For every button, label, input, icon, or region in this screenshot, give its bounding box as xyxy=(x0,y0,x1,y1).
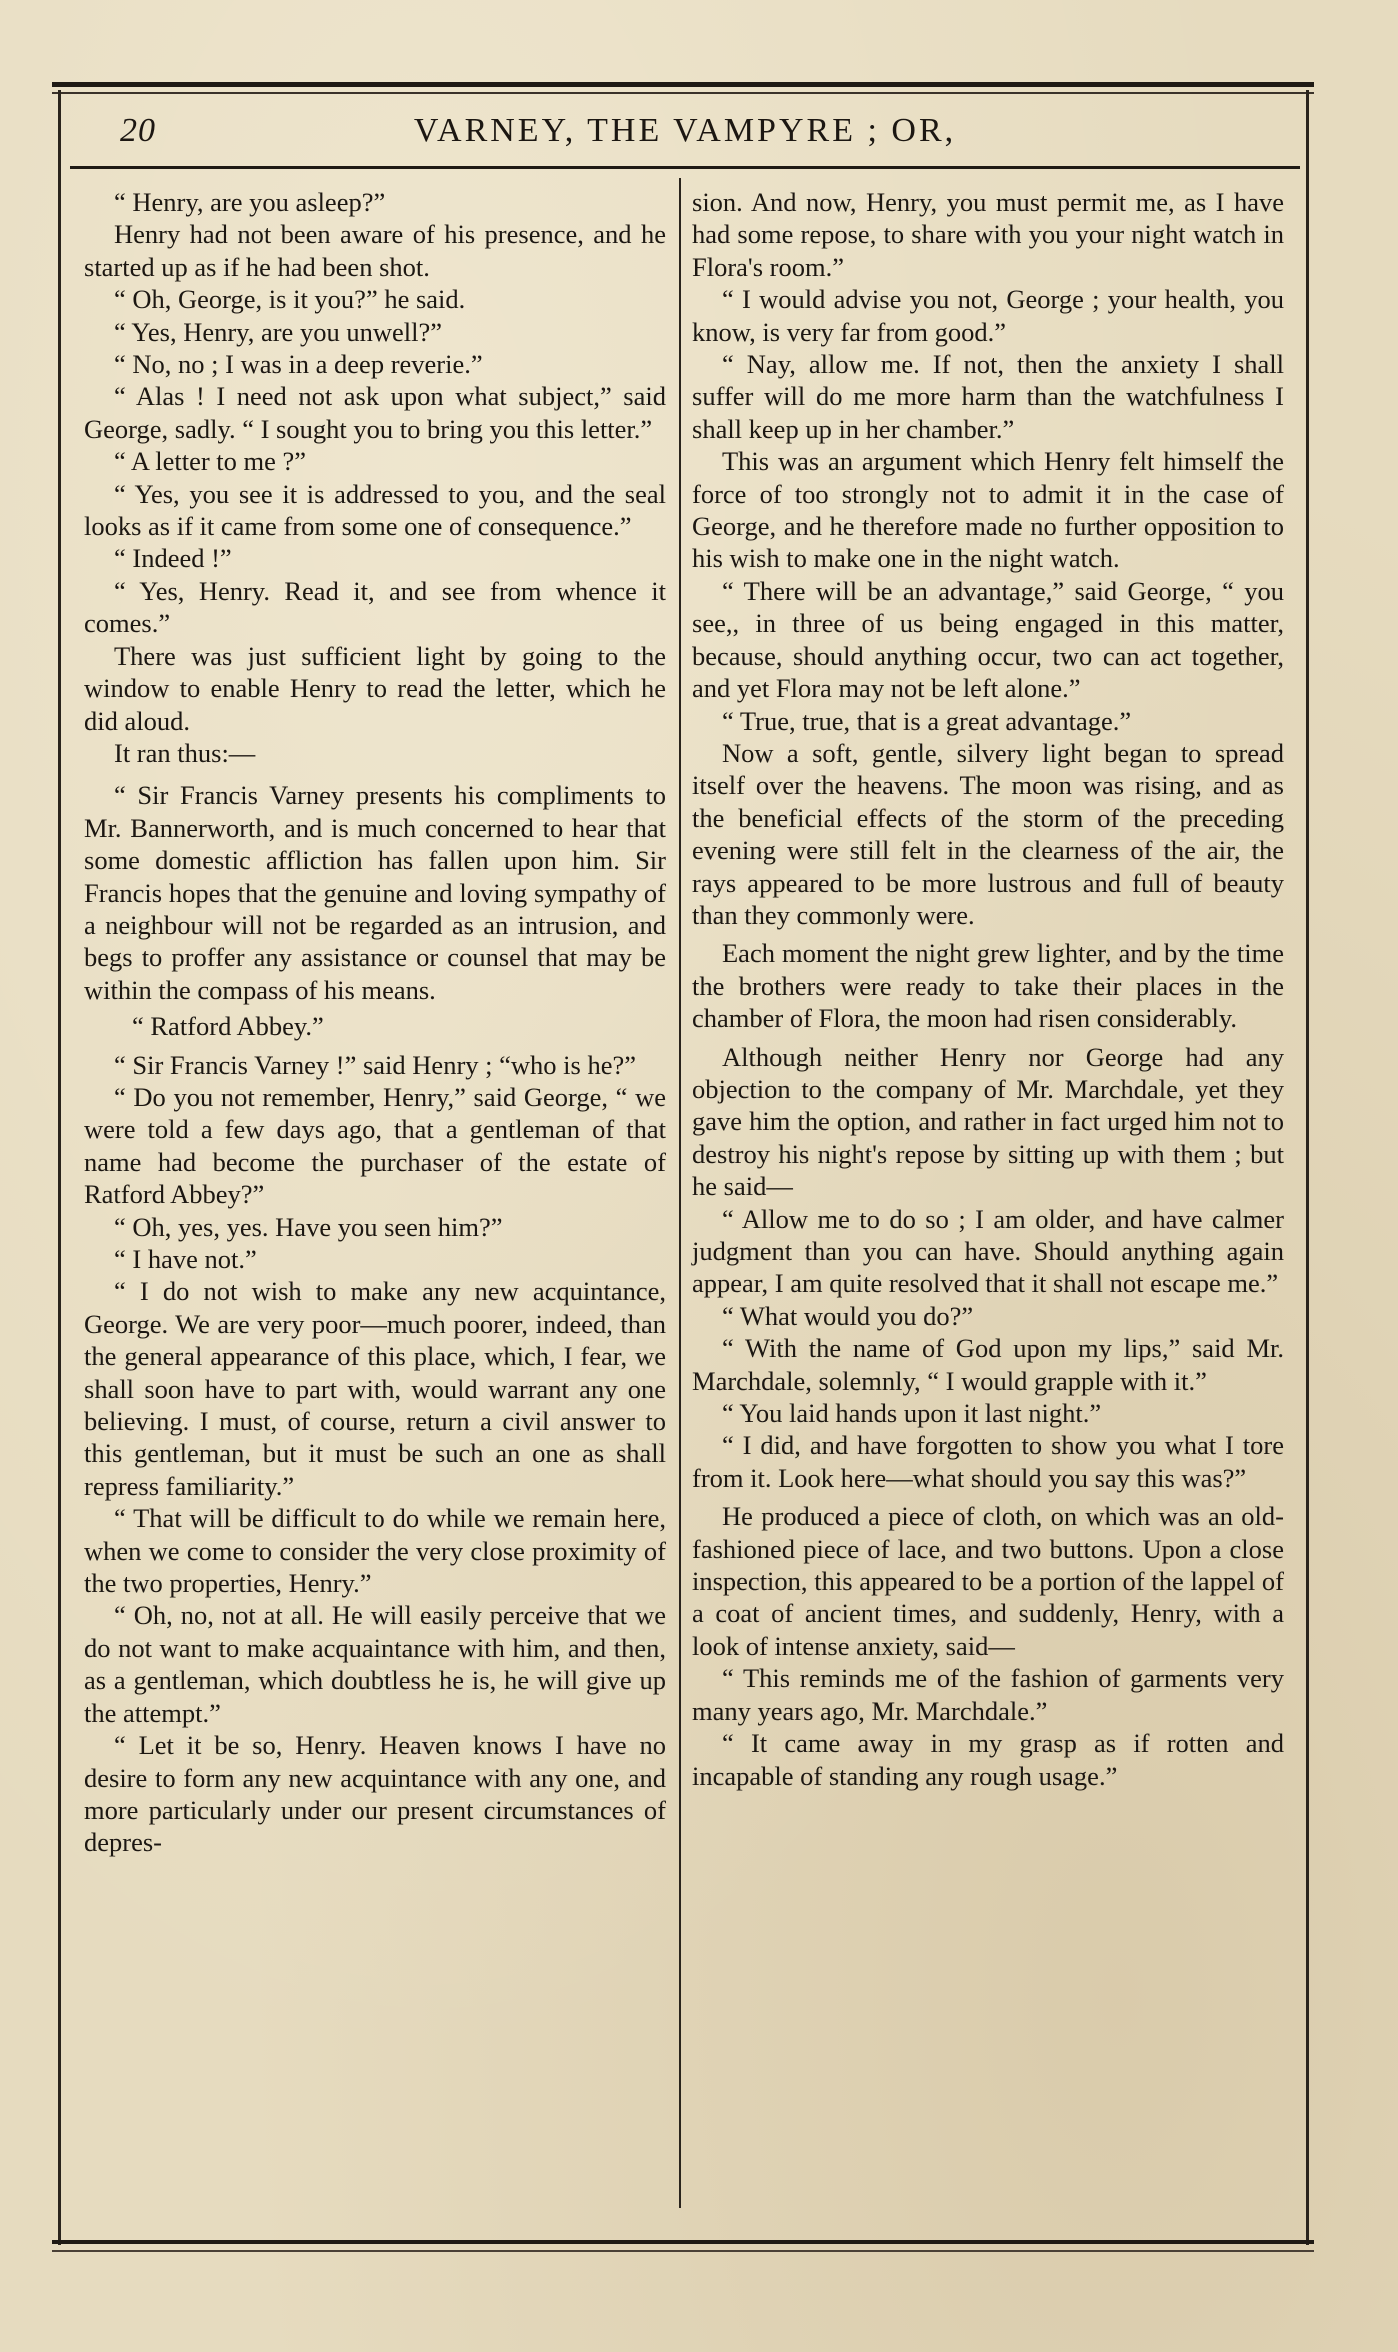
paragraph: “ Sir Francis Varney !” said Henry ; “who is he?” xyxy=(114,1049,636,1080)
letter-text: “ Sir Francis Varney presents his compliments to Mr. Bannerworth, and is much concerned to hear that some domestic affliction has fallen upon him. Sir Francis hopes that the genuine and loving sympathy of a neighbour will not be regarded as an intrusion, and begs to proffer any assistance or counsel that may be within the compass of his means. xyxy=(84,780,666,1005)
paragraph: “ True, true, that is a great advantage.” xyxy=(722,705,1132,736)
paragraph: “ I have not.” xyxy=(114,1244,257,1274)
paragraph: There was just sufficient light by going to the window to enable Henry to read the letter, which he did aloud. xyxy=(84,640,666,736)
paragraph: Now a soft, gentle, silvery light began to spread itself over the heavens. The moon was rising, and as the beneficial effects of the storm of the preceding evening were still felt in the clearness of the air, the rays appeared to be more lustrous and full of beauty than they commonly were. xyxy=(692,737,1284,930)
right-frame-rule xyxy=(1306,90,1309,2245)
left-frame-rule xyxy=(58,90,61,2245)
paragraph: “ A letter to me ?” xyxy=(114,446,307,477)
paragraph: “ Oh, yes, yes. Have you seen him?” xyxy=(114,1211,503,1242)
paragraph: “ Henry, are you asleep?” xyxy=(114,187,386,217)
paragraph: “ Yes, Henry. Read it, and see from whence it comes.” xyxy=(84,575,666,639)
paragraph: Each moment the night grew lighter, and by the time the brothers were ready to take their places in the chamber of Flora, the moon had risen considerably. xyxy=(692,938,1284,1034)
column-divider xyxy=(679,178,681,2208)
paragraph: This was an argument which Henry felt himself the force of too strongly not to admit it in the case of George, and he therefore made no further opposition to his wish to make one in the night watch. xyxy=(692,446,1284,574)
paragraph: “ There will be an advantage,” said George, “ you see,, in three of us being engaged in this matter, because, should anything occur, two can act together, and yet Flora may not be left alone.” xyxy=(692,575,1284,704)
paragraph: “ No, no ; I was in a deep reverie.” xyxy=(114,349,483,380)
page-header xyxy=(70,112,1300,160)
paragraph: “ Do you not remember, Henry,” said George, “ we were told a few days ago, that a gentleman of that name had become the purchaser of the estate of Ratford Abbey?” xyxy=(84,1081,666,1210)
paragraph: “ That will be difficult to do while we remain here, when we come to consider the very close proximity of the two properties, Henry.” xyxy=(84,1503,666,1599)
paragraph: “ I did, and have forgotten to show you what I tore from it. Look here—what should you say this was?” xyxy=(692,1430,1284,1493)
top-rule-thin xyxy=(52,92,1314,94)
page-number: 20 xyxy=(120,112,156,149)
top-rule xyxy=(52,82,1314,87)
paragraph: “ Indeed !” xyxy=(114,543,232,574)
header-rule xyxy=(70,166,1300,169)
paragraph: “ You laid hands upon it last night.” xyxy=(722,1398,1102,1429)
paragraph: “ Yes, you see it is addressed to you, and the seal looks as if it came from some one of consequence.” xyxy=(84,478,666,542)
paragraph: He produced a piece of cloth, on which was an old-fashioned piece of lace, and two buttons. Upon a close inspection, this appeared to be a portion of the lappel of a coat of ancient times, and suddenly, Henry, with a look of intense anxiety, said— xyxy=(692,1501,1284,1661)
paragraph: “ Nay, allow me. If not, then the anxiety I shall suffer will do me more harm than the watchfulness I shall keep up in her chamber.” xyxy=(692,349,1284,444)
running-title: VARNEY, THE VAMPYRE ; OR, xyxy=(413,112,957,149)
paragraph: “ Let it be so, Henry. Heaven knows I have no desire to form any new acquintance with any one, and more particularly under our present circumstances of depres- xyxy=(84,1730,666,1858)
paragraph: “ I do not wish to make any new acquintance, George. We are very poor—much poorer, indeed, than the general appearance of this place, which, I fear, we shall soon have to part with, would warrant any one believing. I must, of course, return a civil answer to this gentleman, but it must be such an one as shall repress familiarity.” xyxy=(84,1276,666,1501)
right-column xyxy=(692,186,1284,1792)
paragraph: “ I would advise you not, George ; your health, you know, is very far from good.” xyxy=(692,284,1284,347)
letter-signature: “ Ratford Abbey.” xyxy=(132,1011,324,1042)
bottom-rule xyxy=(52,2240,1314,2244)
paragraph: “ Oh, no, not at all. He will easily perceive that we do not want to make acquaintance with him, and then, as a gentleman, which doubtless he is, he will give up the attempt.” xyxy=(84,1600,666,1728)
paragraph: “ Alas ! I need not ask upon what subject,” said George, sadly. “ I sought you to bring you this letter.” xyxy=(84,381,666,444)
paragraph: “ This reminds me of the fashion of garments very many years ago, Mr. Marchdale.” xyxy=(692,1663,1284,1726)
paragraph: “ Allow me to do so ; I am older, and have calmer judgment than you can have. Should anything again appear, I am quite resolved that it shall not escape me.” xyxy=(692,1203,1284,1299)
paragraph: “ What would you do?” xyxy=(722,1300,974,1331)
paragraph: Although neither Henry nor George had any objection to the company of Mr. Marchdale, yet they gave him the option, and rather in fact urged him not to destroy his night's repose by sitting up with them ; but he said— xyxy=(692,1041,1284,1202)
paragraph: “ Oh, George, is it you?” he said. xyxy=(114,284,466,315)
paragraph: “ With the name of God upon my lips,” said Mr. Marchdale, solemnly, “ I would grapple with it.” xyxy=(692,1333,1284,1396)
paragraph: “ It came away in my grasp as if rotten and incapable of standing any rough usage.” xyxy=(692,1728,1284,1791)
left-column xyxy=(84,186,666,1859)
paragraph: Henry had not been aware of his presence, and he started up as if he had been shot. xyxy=(84,219,666,282)
paragraph-continued: sion. And now, Henry, you must permit me, as I have had some repose, to share with you your night watch in Flora's room.” xyxy=(692,187,1284,282)
paragraph: It ran thus:— xyxy=(114,737,256,768)
paragraph: “ Yes, Henry, are you unwell?” xyxy=(114,316,442,347)
bottom-rule-thin xyxy=(52,2250,1314,2252)
